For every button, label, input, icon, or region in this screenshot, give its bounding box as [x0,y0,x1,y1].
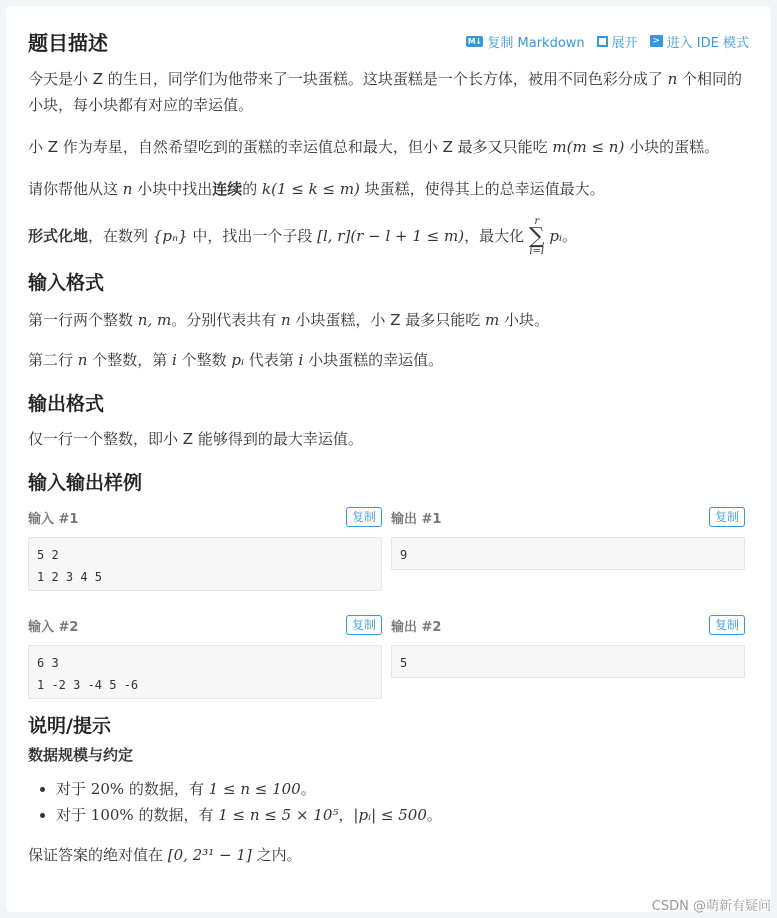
list-item: • 对于 100% 的数据，有 1 ≤ n ≤ 5 × 10⁵，|pᵢ| ≤ 500。 [56,802,749,828]
input-line-1: 第一行两个整数 n, m。分别代表共有 n 小块蛋糕，小 Z 最多只能吃 m 小块。 [28,311,550,329]
expand-button[interactable] [597,32,638,51]
output-text: 仅一行一个整数，即小 Z 能够得到的最大幸运值。 [28,430,363,448]
section-title-samples: 输入输出样例 [28,472,143,494]
sample-input-code[interactable]: 5 2 1 2 3 4 5 [28,537,382,591]
copy-output-1-button[interactable]: 复制 [709,507,745,527]
expand-label: 展开 [611,35,638,51]
sum-expression: r ∑ i=l [528,215,545,257]
list-item: • 对于 20% 的数据，有 1 ≤ n ≤ 100。 [56,776,749,802]
sample-row-2 [28,613,749,699]
sample-output-1 [391,505,745,591]
constraints-list [28,776,749,828]
copy-output-2-button[interactable]: 复制 [709,615,745,635]
section-title-hint: 说明/提示 [28,715,111,737]
copy-markdown-label: 复制 Markdown [487,35,585,51]
sample-input-code[interactable]: 6 3 1 -2 3 -4 5 -6 [28,645,382,699]
sample-output-label: 输出 #2 [391,619,442,635]
problem-card [6,6,771,912]
sample-output-code[interactable]: 5 [391,645,745,678]
expand-icon [597,36,608,47]
problem-header [28,26,749,56]
sample-input-1 [28,505,382,591]
section-title-description: 题目描述 [28,30,108,55]
sample-output-2 [391,613,745,699]
watermark: CSDN @萌新有疑问 [651,899,771,914]
sample-input-label: 输入 #2 [28,619,79,635]
input-line-2: 第二行 n 个整数，第 i 个整数 pᵢ 代表第 i 小块蛋糕的幸运值。 [28,351,444,369]
copy-input-1-button[interactable]: 复制 [346,507,382,527]
header-actions [466,32,749,51]
desc-paragraph-2: 小 Z 作为寿星，自然希望吃到的蛋糕的幸运值总和最大，但小 Z 最多又只能吃 m(m ≤ n) 小块的蛋糕。 [28,138,720,156]
desc-paragraph-3: 请你帮他从这 n 小块中找出连续的 k(1 ≤ k ≤ m) 块蛋糕，使得其上的总幸运值最大。 [28,180,605,198]
section-title-output: 输出格式 [28,393,105,415]
copy-input-2-button[interactable]: 复制 [346,615,382,635]
copy-markdown-button[interactable] [466,32,585,51]
desc-paragraph-formal: 形式化地，在数列 {pₙ} 中，找出一个子段 [l, r](r − l + 1 ≤ m)，最大化 r ∑ i=l pᵢ。 [28,215,578,257]
terminal-icon: > [650,35,663,47]
sample-row-1 [28,505,749,591]
desc-paragraph-1: 今天是小 Z 的生日，同学们为他带来了一块蛋糕。这块蛋糕是一个长方体，被用不同色彩分成了 n 个相同的小块，每小块都有对应的幸运值。 [28,70,743,114]
ide-mode-label: 进入 IDE 模式 [666,35,749,51]
markdown-icon: M↓ [467,36,482,46]
sample-input-label: 输入 #1 [28,511,79,527]
ide-mode-button[interactable] [650,32,749,51]
hint-subtitle: 数据规模与约定 [28,746,134,764]
sample-output-label: 输出 #1 [391,511,442,527]
sample-output-code[interactable]: 9 [391,537,745,570]
answer-guarantee: 保证答案的绝对值在 [0, 2³¹ − 1] 之内。 [28,846,302,864]
section-title-input: 输入格式 [28,272,105,294]
sample-input-2 [28,613,382,699]
